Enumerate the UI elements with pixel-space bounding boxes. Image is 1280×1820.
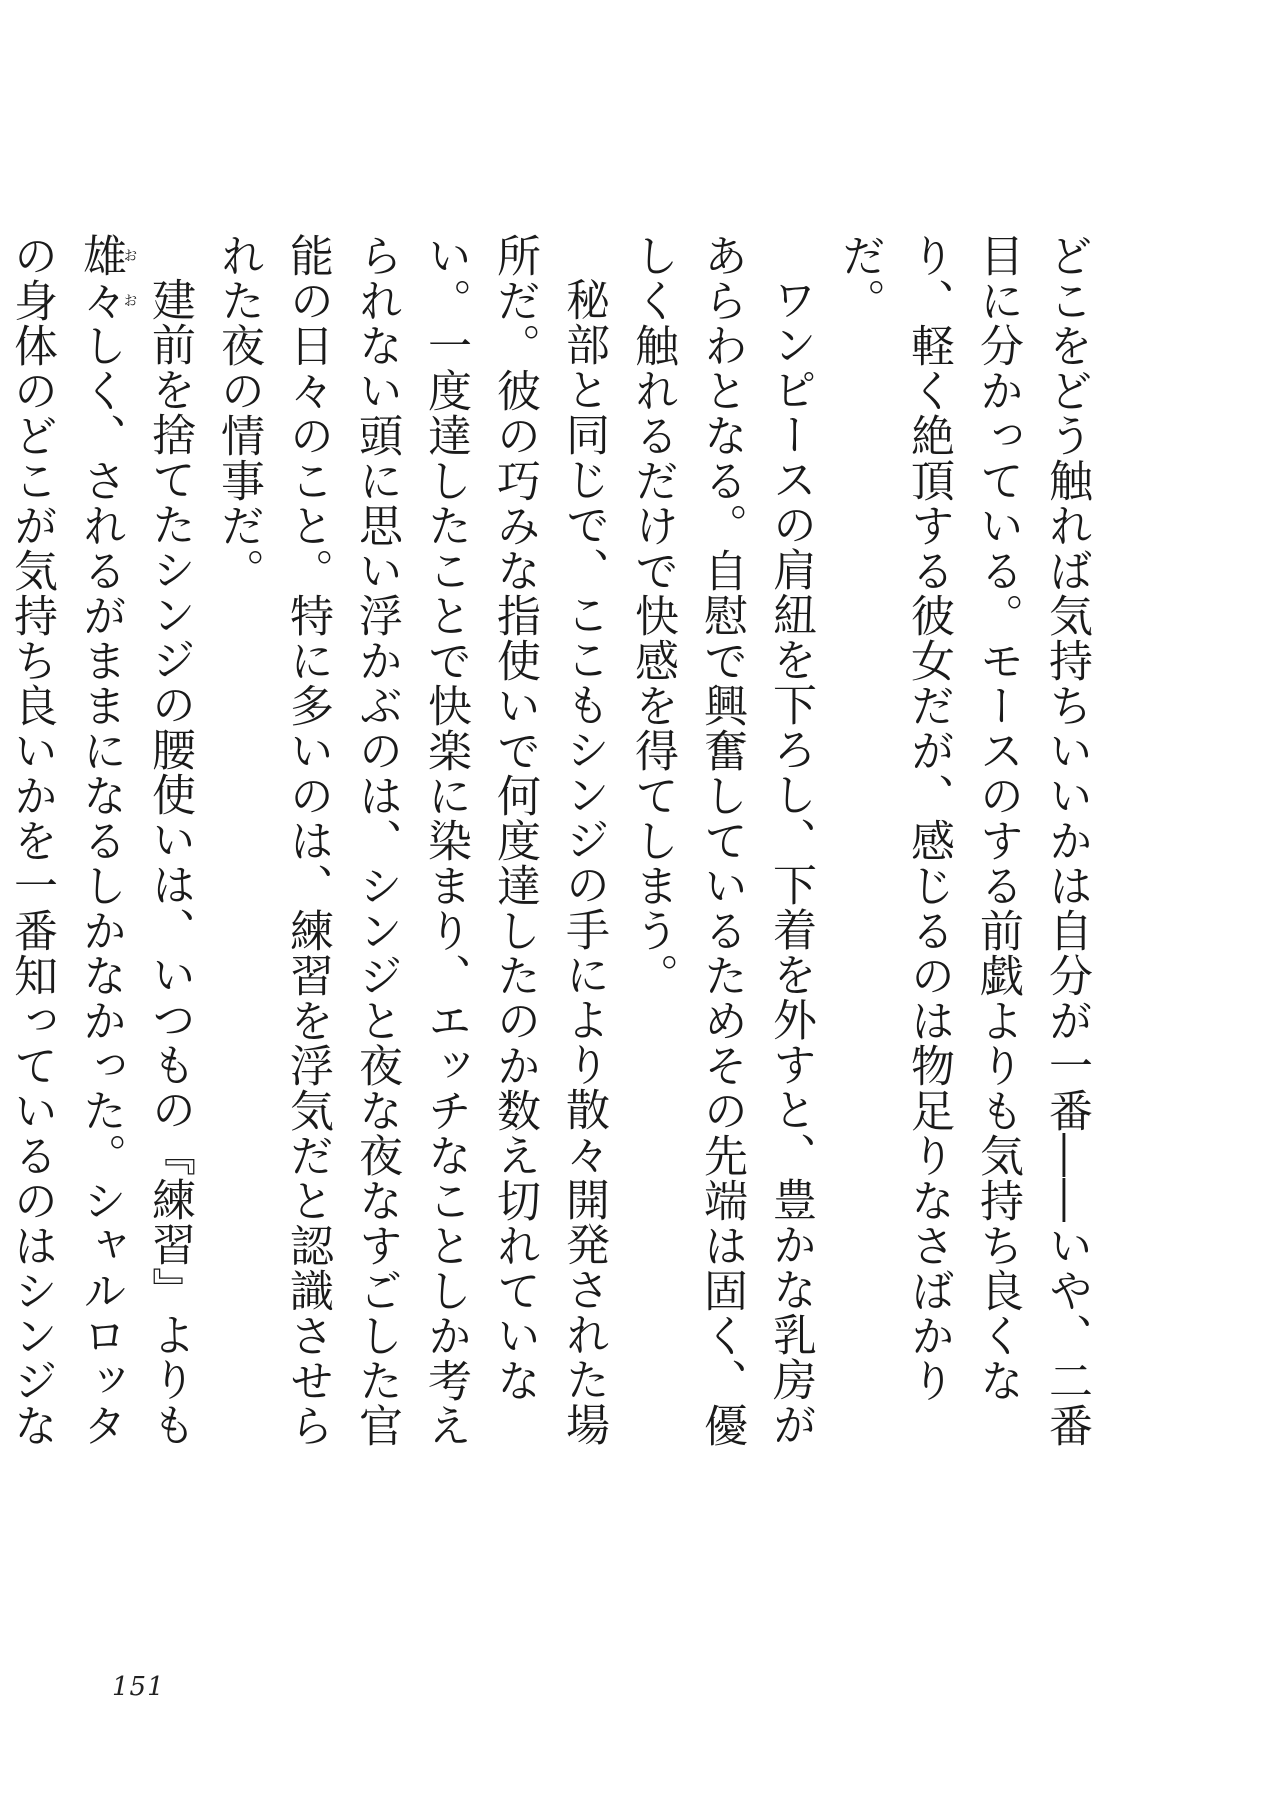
ruby-reading: お — [121, 233, 138, 278]
paragraph-4-text-before-ruby: 建前を捨てたシンジの腰使いは、いつもの『練習』よりも — [144, 277, 195, 1447]
ruby-reading-2: お — [121, 278, 138, 323]
ruby-annotation — [75, 233, 138, 323]
paragraph-3: 秘部と同じで、ここもシンジの手により散々開発された場所だ。彼の巧みな指使いで何度達したのか数え切れていない。一度達したことで快楽に染まり、エッチなことしか考えられない頭に思い浮かぶのは、シンジと夜な夜なすごした官能の日々のこと。特に多いのは、練習を浮気だと認識させられた夜の情事だ。 — [213, 233, 609, 1448]
paragraph-4 — [0, 233, 204, 1483]
paragraph-4-text-after-ruby: しく、されるがままになるしかなかった。シャルロッタの身体のどこが気持ち良いかを一番知っているのはシンジな — [6, 233, 126, 1448]
ruby-base: 雄 — [75, 233, 126, 278]
paragraph-1: どこをどう触れば気持ちいいかは自分が一番――いや、二番目に分かっている。モースのする前戯よりも気持ち良くなり、軽く絶頂する彼女だが、感じるのは物足りなさばかりだ。 — [834, 233, 1092, 1448]
vertical-text-body — [6, 233, 1101, 1483]
ruby-base-2: 々 — [75, 278, 126, 323]
paragraph-2: ワンピースの肩紐を下ろし、下着を外すと、豊かな乳房があらわとなる。自慰で興奮しているためその先端は固く、優しく触れるだけで快感を得てしまう。 — [627, 233, 816, 1448]
page-number: 151 — [112, 1672, 165, 1702]
